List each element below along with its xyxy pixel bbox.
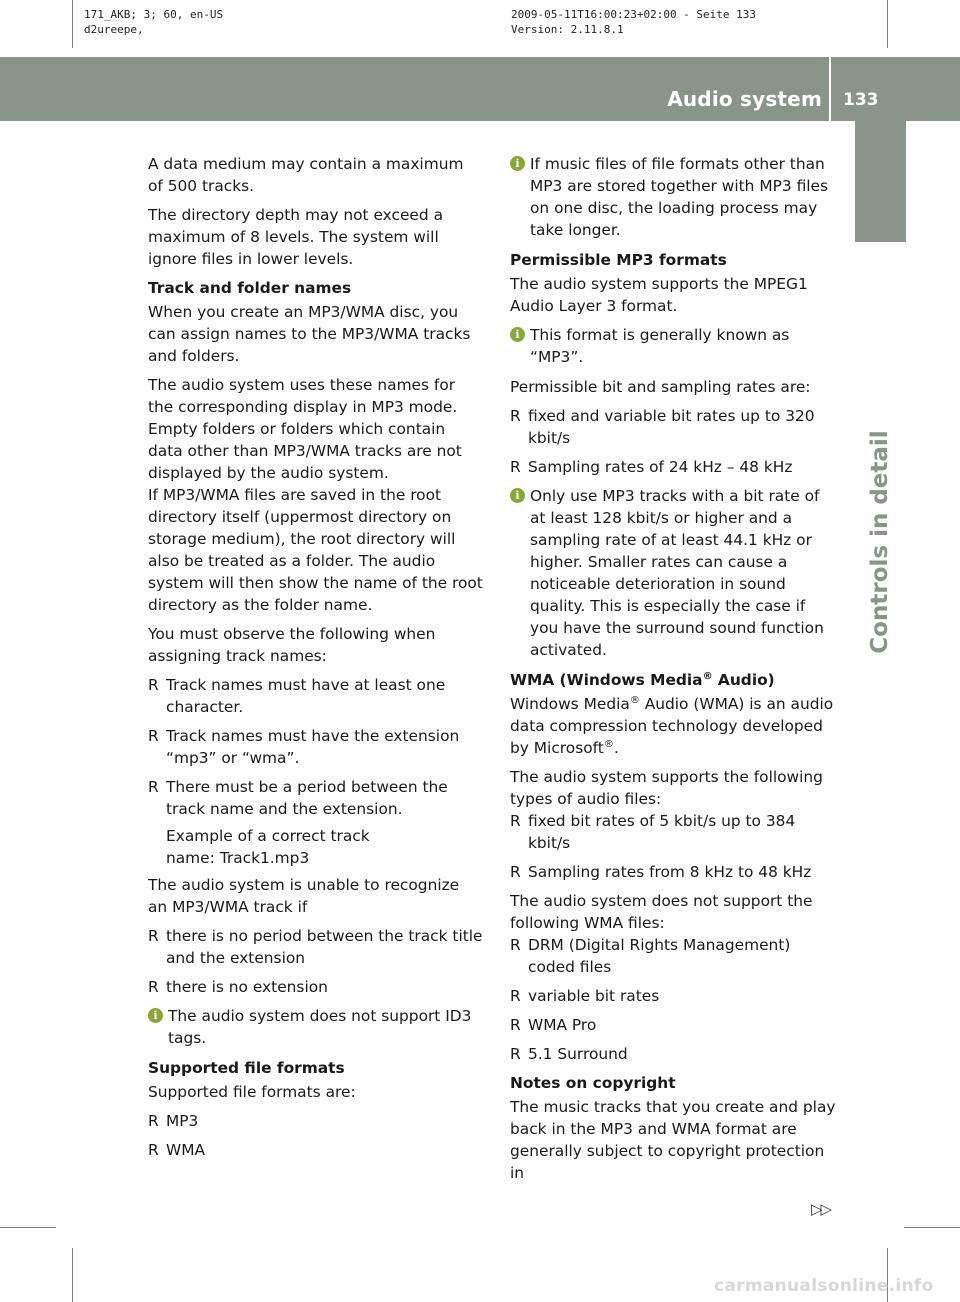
list-item [510, 985, 836, 1007]
side-tab [855, 120, 906, 242]
info-text: This format is generally known as “MP3”. [530, 326, 790, 366]
bullet-icon: R [148, 1112, 159, 1130]
info-text: The audio system does not support ID3 tags. [168, 1007, 472, 1047]
print-meta-line: Version: 2.11.8.1 [511, 23, 624, 36]
paragraph: The audio system does not support the following WMA files: [510, 892, 813, 932]
list-item [510, 1014, 836, 1036]
paragraph: When you create an MP3/WMA disc, you can assign names to the MP3/WMA tracks and folders. [148, 303, 471, 365]
list-item-text: Sampling rates from 8 kHz to 48 kHz [528, 863, 812, 881]
crop-mark [0, 1227, 56, 1228]
list-item [510, 456, 836, 478]
bullet-icon: R [148, 927, 159, 945]
info-text: Only use MP3 tracks with a bit rate of at least 128 kbit/s or higher and a sampling rate of at least 44.1 kHz or higher. Smaller rates can cause a noticeable deterioration in sound quality. This is especially the case if you have the surround sound function activated. [530, 487, 824, 659]
paragraph: The audio system supports the following types of audio files: [510, 768, 823, 808]
heading-track-folder-names: Track and folder names [148, 279, 352, 297]
list-item-text: fixed bit rates of 5 kbit/s up to 384 kbit/s [528, 812, 796, 852]
list-item [510, 405, 836, 449]
watermark: carmanualsonline.info [714, 1276, 934, 1296]
list-item [148, 1110, 483, 1132]
print-meta-left [84, 7, 223, 37]
list-item [510, 810, 836, 854]
crop-mark [72, 0, 73, 48]
list-item [148, 776, 483, 820]
list-item-text: Sampling rates of 24 kHz – 48 kHz [528, 458, 793, 476]
info-note [148, 1005, 483, 1049]
list-item [148, 1139, 483, 1161]
info-icon: i [510, 156, 525, 171]
list-item-text: WMA [166, 1141, 206, 1159]
bullet-icon: R [510, 987, 521, 1005]
bullet-icon: R [510, 863, 521, 881]
bullet-icon: R [148, 727, 159, 745]
heading-copyright: Notes on copyright [510, 1074, 676, 1092]
registered-mark: ® [603, 738, 614, 750]
bullet-icon: R [148, 676, 159, 694]
list-item [148, 674, 483, 718]
info-icon: i [510, 327, 525, 342]
page-number: 133 [843, 90, 879, 110]
info-icon: i [510, 488, 525, 503]
paragraph: You must observe the following when assigning track names: [148, 625, 436, 665]
paragraph: The audio system is unable to recognize an MP3/WMA track if [148, 876, 460, 916]
paragraph: The audio system uses these names for the corresponding display in MP3 mode. Empty folders or folders which contain data other than MP3/WMA tracks are not displayed by the audio system. [148, 376, 462, 482]
bullet-icon: R [510, 1016, 521, 1034]
example-text: Example of a correct track name: Track1.mp3 [166, 827, 370, 867]
section-title: Audio system [667, 87, 822, 111]
list-item [148, 725, 483, 769]
crop-mark [887, 0, 888, 48]
list-item [148, 925, 483, 969]
bullet-icon: R [510, 936, 521, 954]
paragraph: If MP3/WMA files are saved in the root directory itself (uppermost directory on storage medium), the root directory will also be treated as a folder. The audio system will then show the name of the root directory as the folder name. [148, 486, 483, 614]
info-note [510, 324, 836, 368]
info-text: If music files of file formats other than MP3 are stored together with MP3 files on one disc, the loading process may take longer. [530, 155, 829, 239]
list-item-text: there is no period between the track title and the extension [166, 927, 483, 967]
crop-mark [904, 1227, 960, 1228]
left-column [148, 153, 483, 1168]
paragraph-text: Windows Media [510, 695, 630, 713]
info-note [510, 153, 836, 241]
paragraph: The music tracks that you create and play back in the MP3 and WMA format are generally subject to copyright protection in [510, 1098, 836, 1182]
paragraph: The audio system supports the MPEG1 Audio Layer 3 format. [510, 275, 808, 315]
paragraph-text: . [613, 739, 619, 757]
chapter-title: Controls in detail [867, 430, 893, 654]
list-item-text: variable bit rates [528, 987, 660, 1005]
list-item-text: MP3 [166, 1112, 199, 1130]
print-meta-line: d2ureepe, [84, 23, 144, 36]
paragraph: A data medium may contain a maximum of 500 tracks. [148, 155, 464, 195]
crop-mark [72, 1248, 73, 1302]
print-meta-line: 2009-05-11T16:00:23+02:00 - Seite 133 [511, 8, 757, 21]
info-note [510, 485, 836, 661]
bullet-icon: R [510, 1045, 521, 1063]
bullet-icon: R [148, 1141, 159, 1159]
bullet-icon: R [510, 458, 521, 476]
list-item-text: Track names must have at least one character. [166, 676, 446, 716]
list-item-text: There must be a period between the track name and the extension. [166, 778, 448, 818]
list-item-text: 5.1 Surround [528, 1045, 628, 1063]
heading-wma-text: WMA (Windows Media [510, 671, 703, 689]
right-column [510, 153, 836, 1191]
bullet-icon: R [148, 778, 159, 796]
paragraph: Supported file formats are: [148, 1083, 356, 1101]
list-item [148, 976, 483, 998]
bullet-icon: R [510, 407, 521, 425]
heading-wma [510, 669, 836, 691]
paragraph-text: Audio (WMA) is an audio data compression technology developed by Microsoft [510, 695, 834, 757]
heading-supported-formats: Supported file formats [148, 1059, 345, 1077]
list-item-text: Track names must have the extension “mp3” or “wma”. [166, 727, 460, 767]
header-separator [829, 57, 831, 121]
heading-mp3-formats: Permissible MP3 formats [510, 251, 727, 269]
registered-mark: ® [702, 670, 713, 682]
info-icon: i [148, 1008, 163, 1023]
paragraph: The directory depth may not exceed a maximum of 8 levels. The system will ignore files in lower levels. [148, 206, 443, 268]
print-meta-line: 171_AKB; 3; 60, en-US [84, 8, 224, 21]
bullet-icon: R [148, 978, 159, 996]
paragraph: Permissible bit and sampling rates are: [510, 378, 811, 396]
list-item-text: there is no extension [166, 978, 328, 996]
list-item [510, 934, 836, 978]
paragraph [510, 693, 836, 759]
list-item-text: WMA Pro [528, 1016, 597, 1034]
print-meta-right [511, 7, 756, 37]
list-item [510, 1043, 836, 1065]
heading-wma-text: Audio) [712, 671, 775, 689]
registered-mark: ® [629, 694, 640, 706]
list-item-text: DRM (Digital Rights Management) coded files [528, 936, 791, 976]
list-item [510, 861, 836, 883]
list-item-text: fixed and variable bit rates up to 320 kbit/s [528, 407, 815, 447]
continue-arrow-icon: ▷▷ [811, 1200, 831, 1218]
bullet-icon: R [510, 812, 521, 830]
